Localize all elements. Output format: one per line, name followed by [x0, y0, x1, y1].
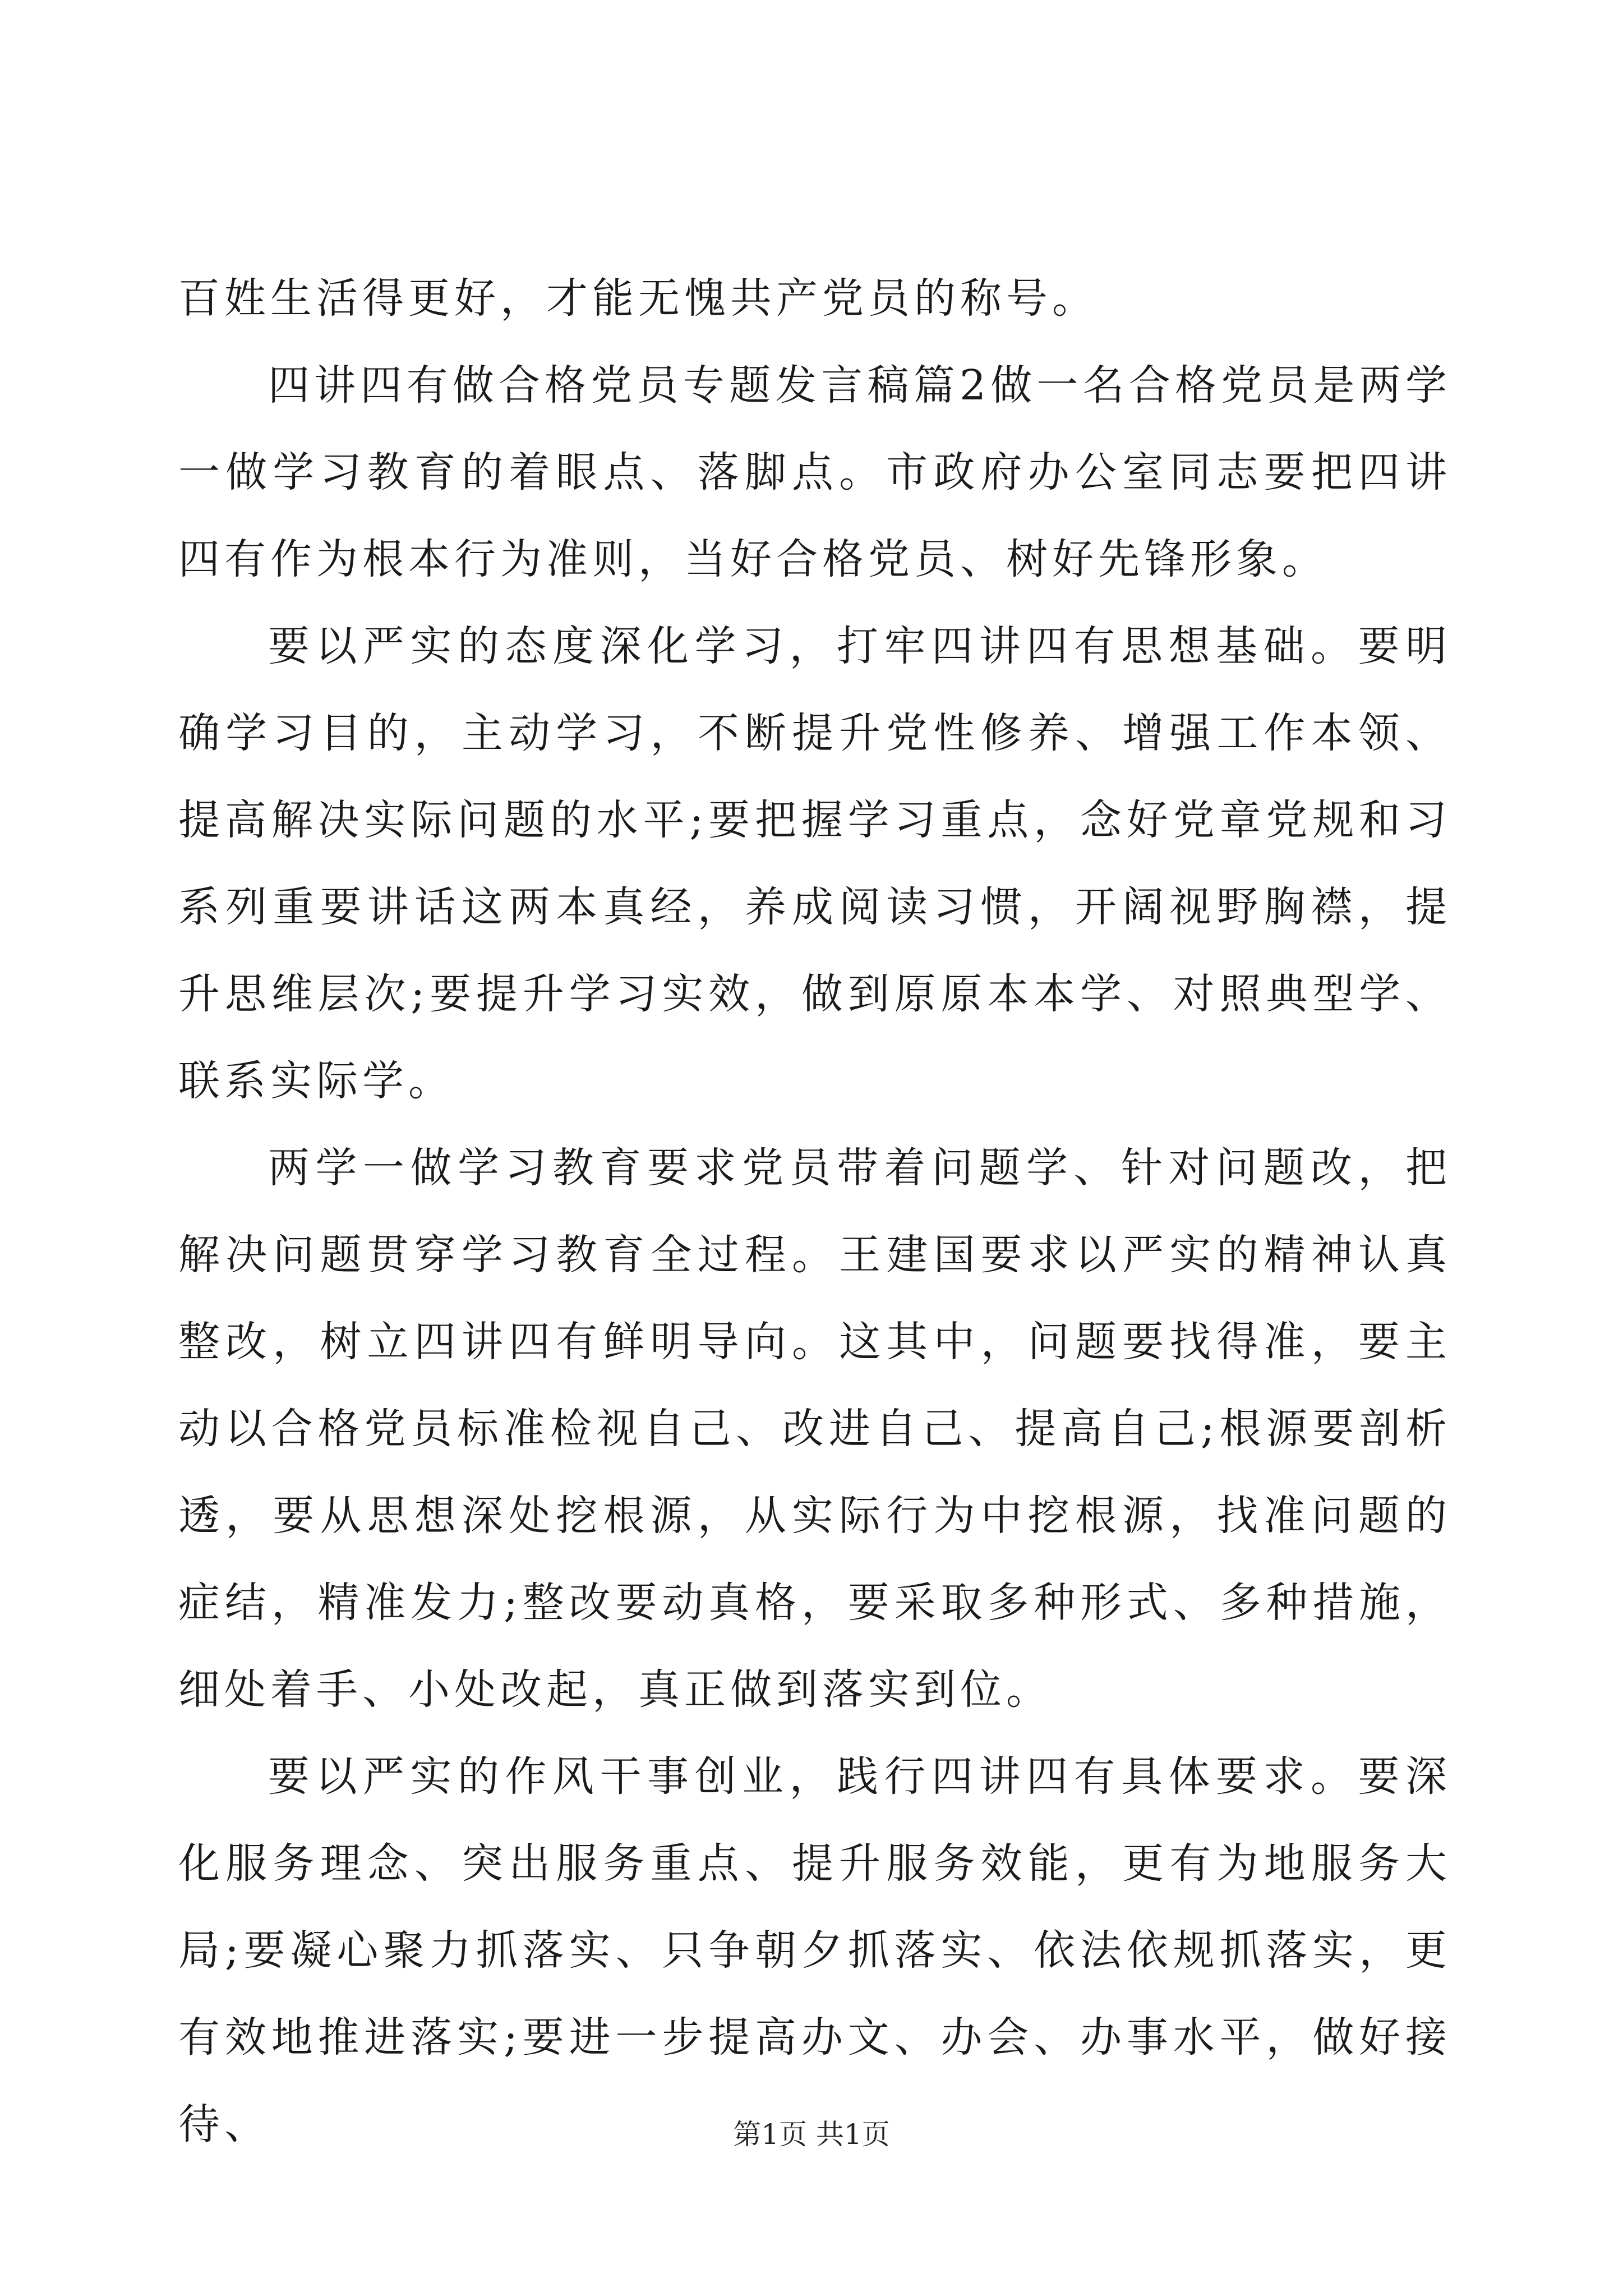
paragraph-2: 四讲四有做合格党员专题发言稿篇2做一名合格党员是两学一做学习教育的着眼点、落脚点。市政府办公室同志要把四讲四有作为根本行为准则，当好合格党员、树好先锋形象。	[178, 361, 1451, 583]
page-footer	[0, 2118, 1623, 2151]
paragraph-5: 要以严实的作风干事创业，践行四讲四有具体要求。要深化服务理念、突出服务重点、提升服务效能，更有为地服务大局;要凝心聚力抓落实、只争朝夕抓落实、依法依规抓落实，更有效地推进落实;要进一步提高办文、办会、办事水平，做好接待、	[178, 1752, 1451, 2148]
paragraph-3: 要以严实的态度深化学习，打牢四讲四有思想基础。要明确学习目的，主动学习，不断提升党性修养、增强工作本领、提高解决实际问题的水平;要把握学习重点，念好党章党规和习系列重要讲话这两本真经，养成阅读习惯，开阔视野胸襟，提升思维层次;要提升学习实效，做到原原本本学、对照典型学、联系实际学。	[178, 622, 1451, 1105]
document-body	[178, 255, 1451, 2168]
page-number-label: 第1页 共1页	[733, 2118, 890, 2151]
paragraph-4: 两学一做学习教育要求党员带着问题学、针对问题改，把解决问题贯穿学习教育全过程。王建国要求以严实的精神认真整改，树立四讲四有鲜明导向。这其中，问题要找得准，要主动以合格党员标准检视自己、改进自己、提高自己;根源要剖析透，要从思想深处挖根源，从实际行为中挖根源，找准问题的症结，精准发力;整改要动真格，要采取多种形式、多种措施，细处着手、小处改起，真正做到落实到位。	[178, 1144, 1451, 1714]
paragraph-1: 百姓生活得更好，才能无愧共产党员的称号。	[178, 274, 1098, 323]
